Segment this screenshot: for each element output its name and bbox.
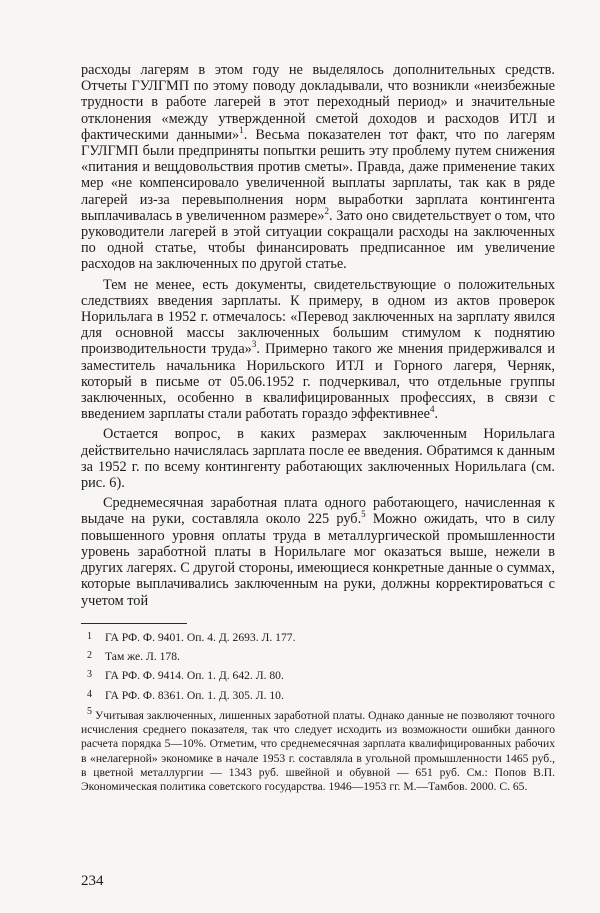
paragraph-2 (81, 277, 555, 423)
page-content (81, 62, 555, 795)
footnote-ref: 4 (430, 404, 435, 415)
paragraph-3 (81, 426, 555, 491)
body-text (81, 62, 555, 609)
paragraph-text: . Примерно такого же мнения придерживался и заместитель начальника Норильского ИТЛ и Горного лагеря, Черняк, который в письме от 05.06.1952 г. подчеркивал, что отдельные группы заключенных, особенно в квалифицированных профессиях, в связи с введением зарплаты стали работать гораздо эффективнее (81, 341, 555, 423)
footnote-ref: 1 (239, 125, 244, 136)
footnote-text: ГА РФ. Ф. 8361. Оп. 1. Д. 305. Л. 10. (105, 688, 284, 702)
paragraph-text: Остается вопрос, в каких размерах заключенным Норильлага действительно начислялась зарплата после ее введения. Обратимся к данным за 1952 г. по всему контингенту работающих заключенных Норильлага (см. рис. 6). (81, 426, 555, 492)
footnote-number: 3 (87, 669, 92, 681)
footnote-long (81, 706, 555, 795)
footnote (81, 631, 555, 645)
footnote-text: Там же. Л. 178. (105, 650, 180, 663)
footnote-text: ГА РФ. Ф. 9401. Оп. 4. Д. 2693. Л. 177. (105, 630, 296, 644)
paragraph-text: . Зато оно свидетельствует о том, что руководители лагерей в этой ситуации сокращали расходы на заключенных по одной статье, чтобы финансировать предписанное им увеличение расходов на заключенных по другой статье. (81, 207, 555, 273)
page-number: 234 (81, 873, 104, 889)
footnote-number: 1 (87, 630, 92, 642)
paragraph-text: . (434, 406, 439, 423)
footnote-number: 4 (87, 688, 92, 700)
paragraph-text: расходы лагерям в этом году не выделялось дополнительных средств. Отчеты ГУЛГМП по этому поводу докладывали, что возникли «неизбежные трудности в работе лагерей в этот переходный период» и значительные отклонения «между утвержденной сметой доходов и расходов ИТЛ и фактическими данными» (81, 62, 555, 143)
paragraph-text: Среднемесячная заработная плата одного работающего, начисленная к выдаче на руки, составляла около 225 руб. (81, 495, 555, 528)
footnote (81, 669, 555, 683)
footnote (81, 689, 555, 703)
footnote-separator (81, 623, 187, 624)
paragraph-text: . Весьма показателен тот факт, что по лагерям ГУЛГМП были предприняты попытки решить эту проблему путем снижения «питания и вещдовольствия против сметы». Правда, даже применение таких мер «не компенсировало увеличенной выплаты зарплаты, так как в ряде лагерей из-за перевыполнения норм выработки зарплата контингента выплачивалась в увеличенном размере» (81, 126, 555, 224)
footnote-ref: 3 (251, 339, 257, 350)
paragraph-4 (81, 495, 555, 608)
footnote-number: 5 (87, 706, 92, 718)
footnote-text: ГА РФ. Ф. 9414. Оп. 1. Д. 642. Л. 80. (105, 669, 284, 683)
paragraph-text: Тем не менее, есть документы, свидетельствующие о положительных следствиях введения зарплаты. К примеру, в одном из актов проверок Норильлага в 1952 г. отмечалось: «Перевод заключенных на зарплату явился для основной массы заключенных большим стимулом к поднятию производительности труда» (81, 276, 555, 358)
footnote-number: 2 (87, 650, 92, 661)
footnote-ref: 5 (361, 509, 366, 520)
footnotes (81, 631, 555, 795)
paragraph-text: Можно ожидать, что в силу повышенного уровня оплаты труда в металлургической промышленности уровень заработной платы в Норильлаге мог оказаться выше, нежели в других лагерях. С другой стороны, имеющиеся конкретные данные о суммах, которые выплачивались заключенным на руки, должны корректироваться с учетом той (81, 511, 556, 609)
footnote-text: Учитывая заключенных, лишенных заработной платы. Однако данные не позволяют точного исчисления среднего показателя, так что следует исходить из возможности ошибки данного расчета порядка 5—10%. Отметим, что среднемесячная зарплата квалифицированных рабочих в «нелагерной» экономике в начале 1953 г. составляла в угольной промышленности 1465 руб., в цветной металлургии — 1343 руб. швейной и обувной — 651 руб. См.: Попов В.П. Экономическая политика советского государства. 1946—1953 гг. М.—Тамбов. 2000. С. 65. (81, 708, 555, 794)
footnote (81, 650, 555, 664)
footnote-ref: 2 (324, 206, 330, 217)
paragraph-1 (81, 62, 555, 273)
